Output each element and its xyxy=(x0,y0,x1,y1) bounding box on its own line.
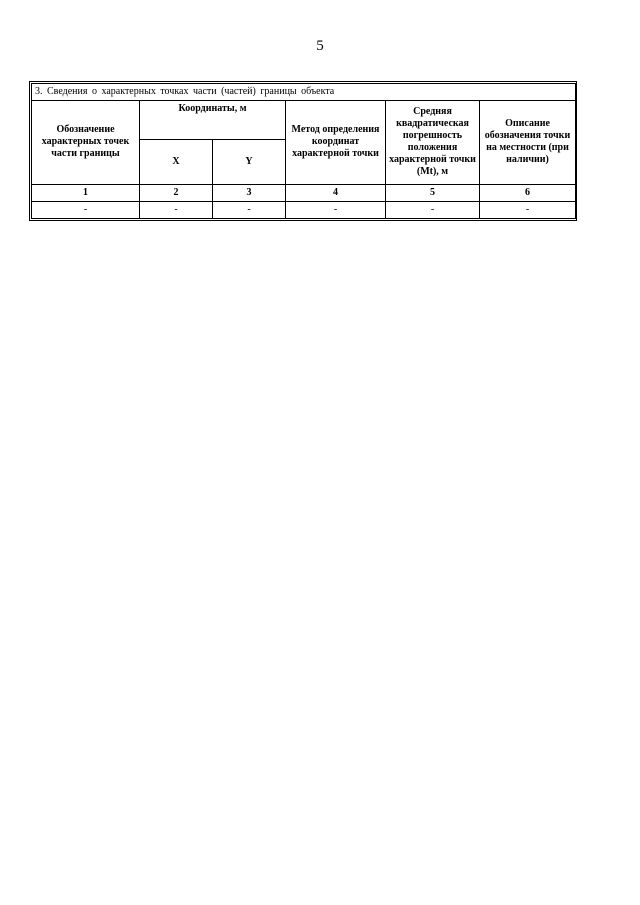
header-y: Y xyxy=(213,140,286,184)
header-description: Описание обозначения точки на местности (при наличии) xyxy=(480,101,576,185)
table-cell: - xyxy=(286,201,386,218)
header-error: Средняя квадратическая погрешность положения характерной точки (Mt), м xyxy=(386,101,480,185)
table-cell: - xyxy=(386,201,480,218)
section-title: 3. Сведения о характерных точках части (частей) границы объекта xyxy=(32,84,576,101)
column-number: 4 xyxy=(286,184,386,201)
column-number: 1 xyxy=(32,184,140,201)
column-number: 6 xyxy=(480,184,576,201)
header-x: X xyxy=(140,140,213,184)
page-number: 5 xyxy=(316,38,324,54)
characteristic-points-section xyxy=(29,81,577,221)
column-number: 3 xyxy=(213,184,286,201)
column-number-row xyxy=(32,184,576,201)
header-designation: Обозначение характерных точек части границы xyxy=(32,101,140,185)
column-number: 2 xyxy=(140,184,213,201)
characteristic-points-table xyxy=(31,83,576,219)
table-row xyxy=(32,201,576,218)
table-cell: - xyxy=(213,201,286,218)
table-cell: - xyxy=(480,201,576,218)
header-method: Метод определения координат характерной точки xyxy=(286,101,386,185)
header-coordinates: Координаты, м xyxy=(140,101,286,140)
table-cell: - xyxy=(140,201,213,218)
column-number: 5 xyxy=(386,184,480,201)
table-cell: - xyxy=(32,201,140,218)
